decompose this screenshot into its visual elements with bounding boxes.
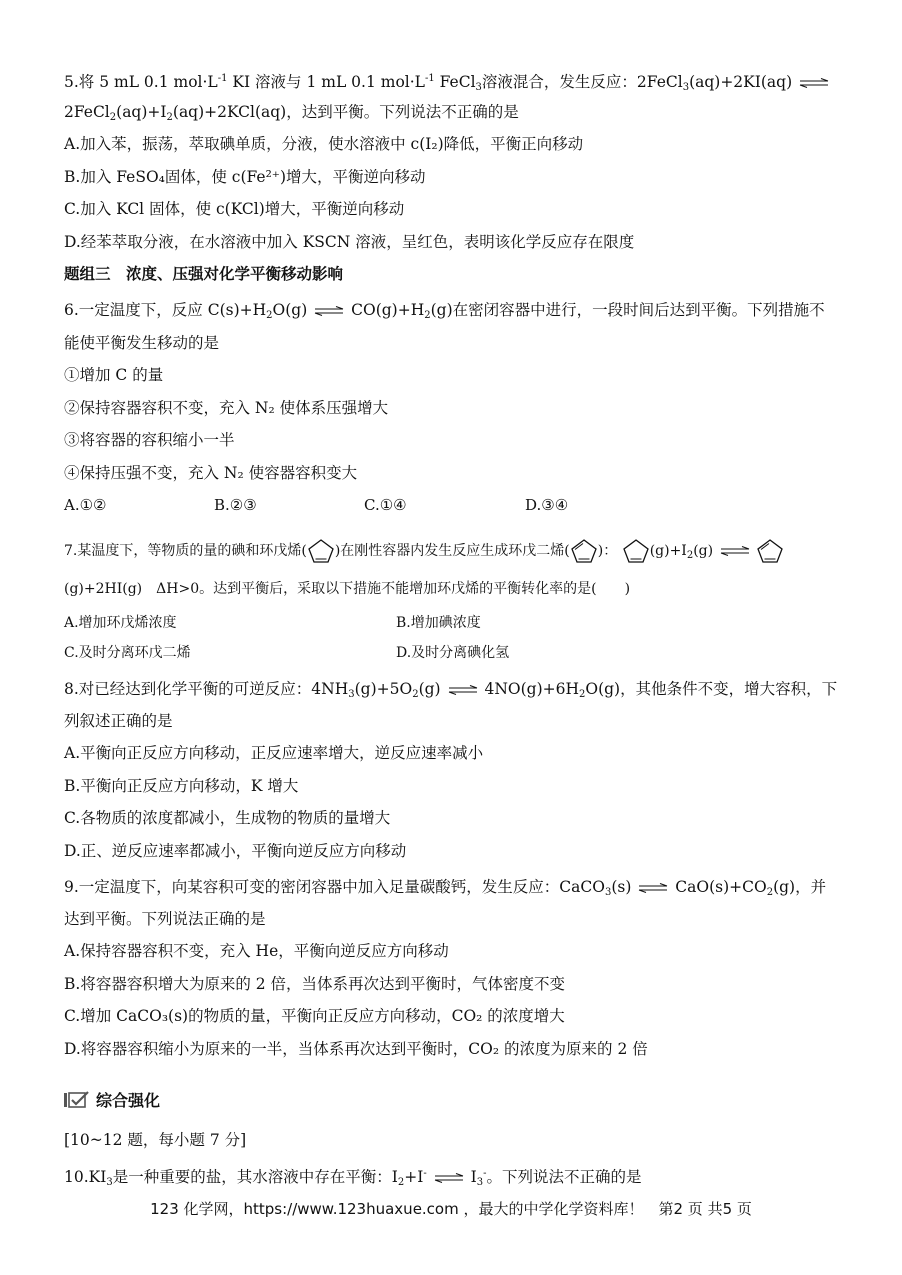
q6-line1	[64, 299, 825, 327]
superscript: -	[483, 1168, 487, 1179]
q5-text: 溶液混合，发生反应：2FeCl	[481, 73, 683, 91]
score-note: [10~12 题，每小题 7 分]	[64, 1131, 247, 1149]
q6-item4: ④保持压强不变，充入 N₂ 使容器容积变大	[64, 464, 358, 482]
cyclopentadiene-icon	[756, 538, 784, 564]
q5-line1	[64, 68, 831, 99]
q7-option-c: C.及时分离环戊二烯	[64, 645, 191, 661]
q8-text: (g)	[418, 680, 441, 698]
q8-option-d: D.正、逆反应速率都减小，平衡向逆反应方向移动	[64, 842, 407, 860]
subscript: 2	[109, 112, 117, 123]
cyclopentadiene-icon	[570, 538, 598, 564]
subscript: 3	[682, 82, 690, 93]
q6-line2: 能使平衡发生移动的是	[64, 334, 220, 352]
q8-option-a: A.平衡向正反应方向移动，正反应速率增大，逆反应速率减小	[64, 744, 484, 762]
q7-text: (g)+I	[649, 543, 687, 559]
q10-text: 。下列说法不正确的是	[486, 1168, 642, 1186]
equilibrium-arrow-icon	[638, 883, 668, 893]
q8-option-b: B.平衡向正反应方向移动，K 增大	[64, 777, 299, 795]
q6-text: 6.一定温度下，反应 C(s)+H	[64, 301, 267, 319]
cyclopentene-icon	[622, 538, 650, 564]
q6-text: O(g)	[272, 301, 308, 319]
q6-text: CO(g)+H	[351, 301, 425, 319]
q5-text: 2FeCl	[64, 103, 110, 121]
q8-line2: 列叙述正确的是	[64, 712, 173, 730]
superscript: -1	[424, 73, 435, 84]
q10-line1	[64, 1163, 642, 1194]
q6-option-c: C.①④	[364, 496, 407, 514]
q7-line1	[64, 538, 784, 567]
q7-option-b: B.增加碘浓度	[396, 615, 481, 631]
equilibrium-arrow-icon	[799, 78, 829, 88]
subscript: 2	[266, 310, 273, 321]
q9-line1	[64, 876, 826, 904]
subscript: 2	[766, 887, 774, 898]
q5-text: (aq)+I	[116, 103, 167, 121]
q8-text: O(g)，其他条件不变，增大容积，下	[585, 680, 838, 698]
section-header	[64, 1088, 160, 1111]
q9-line2: 达到平衡。下列说法正确的是	[64, 910, 266, 928]
q9-option-d: D.将容器容积缩小为原来的一半，当体系再次达到平衡时，CO₂ 的浓度为原来的 2 倍	[64, 1040, 648, 1058]
superscript: -1	[217, 73, 228, 84]
q7-option-a: A.增加环戊烯浓度	[64, 615, 177, 631]
q6-text: (g)在密闭容器中进行，一段时间后达到平衡。下列措施不	[430, 301, 825, 319]
q5-text: FeCl	[439, 73, 476, 91]
q6-option-b: B.②③	[214, 496, 257, 514]
q8-line1	[64, 678, 837, 706]
group3-title: 题组三 浓度、压强对化学平衡移动影响	[64, 265, 344, 283]
equilibrium-arrow-icon	[448, 685, 478, 695]
q10-text: I	[470, 1168, 477, 1186]
q5-option-a: A.加入苯，振荡，萃取碘单质，分液，使水溶液中 c(I₂)降低，平衡正向移动	[64, 135, 584, 153]
q5-line2	[64, 101, 519, 129]
q10-text: 是一种重要的盐，其水溶液中存在平衡：I	[112, 1168, 398, 1186]
superscript: -	[423, 1168, 427, 1179]
subscript: 3	[476, 1177, 484, 1188]
q6-item3: ③将容器的容积缩小一半	[64, 431, 235, 449]
q5-option-d: D.经苯萃取分液，在水溶液中加入 KSCN 溶液，呈红色，表明该化学反应存在限度	[64, 233, 635, 251]
checklist-icon	[64, 1091, 90, 1109]
q9-text: CaO(s)+CO	[675, 878, 767, 896]
equilibrium-arrow-icon	[434, 1173, 464, 1183]
subscript: 3	[475, 82, 482, 93]
q6-item2: ②保持容器容积不变，充入 N₂ 使体系压强增大	[64, 399, 389, 417]
subscript: 3	[106, 1177, 113, 1188]
subscript: 2	[166, 112, 173, 123]
q8-option-c: C.各物质的浓度都减小，生成物的物质的量增大	[64, 809, 391, 827]
q7-text: )在刚性容器内发生反应生成环戊二烯(	[334, 543, 570, 559]
q6-item1: ①增加 C 的量	[64, 366, 164, 384]
q9-text: (g)，并	[773, 878, 827, 896]
equilibrium-arrow-icon	[720, 546, 750, 556]
q9-option-a: A.保持容器容积不变，充入 He，平衡向逆反应方向移动	[64, 942, 449, 960]
q5-option-b: B.加入 FeSO₄固体，使 c(Fe²⁺)增大，平衡逆向移动	[64, 168, 426, 186]
q9-text: 9.一定温度下，向某容积可变的密闭容器中加入足量碳酸钙，发生反应：CaCO	[64, 878, 605, 896]
equilibrium-arrow-icon	[314, 306, 344, 316]
q7-text: (g)	[693, 543, 714, 559]
q10-text: 10.KI	[64, 1168, 107, 1186]
q6-option-d: D.③④	[525, 496, 569, 514]
subscript: 3	[348, 689, 355, 700]
q8-text: 4NO(g)+6H	[484, 680, 579, 698]
q9-option-b: B.将容器容积增大为原来的 2 倍，当体系再次达到平衡时，气体密度不变	[64, 975, 566, 993]
page-footer: 123 化学网，https://www.123huaxue.com ，最大的中学化学资料库！ 第2 页 共5 页	[150, 1200, 752, 1218]
q9-option-c: C.增加 CaCO₃(s)的物质的量，平衡向正反应方向移动，CO₂ 的浓度增大	[64, 1007, 565, 1025]
q5-text: (aq)+2KCl(aq)，达到平衡。下列说法不正确的是	[172, 103, 519, 121]
q10-text: +I	[404, 1168, 424, 1186]
q7-text: 7.某温度下，等物质的量的碘和环戊烯(	[64, 543, 307, 559]
q8-text: (g)+5O	[354, 680, 413, 698]
q8-text: 8.对已经达到化学平衡的可逆反应：4NH	[64, 680, 349, 698]
q7-line2: (g)+2HI(g) ΔH>0。达到平衡后，采取以下措施不能增加环戊烯的平衡转化率的是( )	[64, 581, 631, 597]
subscript: 3	[604, 887, 612, 898]
subscript: 2	[397, 1177, 405, 1188]
subscript: 2	[686, 550, 694, 561]
q5-text: (aq)+2KI(aq)	[689, 73, 793, 91]
q5-text: 5.将 5 mL 0.1 mol·L	[64, 73, 218, 91]
q5-text: KI 溶液与 1 mL 0.1 mol·L	[232, 73, 425, 91]
q9-text: (s)	[611, 878, 632, 896]
subscript: 2	[412, 689, 419, 700]
q7-option-d: D.及时分离碘化氢	[396, 645, 510, 661]
q7-text: )：	[597, 543, 618, 559]
q5-option-c: C.加入 KCl 固体，使 c(KCl)增大，平衡逆向移动	[64, 200, 405, 218]
section-title: 综合强化	[96, 1091, 161, 1110]
subscript: 2	[424, 310, 431, 321]
q6-option-a: A.①②	[64, 496, 107, 514]
subscript: 2	[578, 689, 586, 700]
cyclopentene-icon	[307, 538, 335, 564]
